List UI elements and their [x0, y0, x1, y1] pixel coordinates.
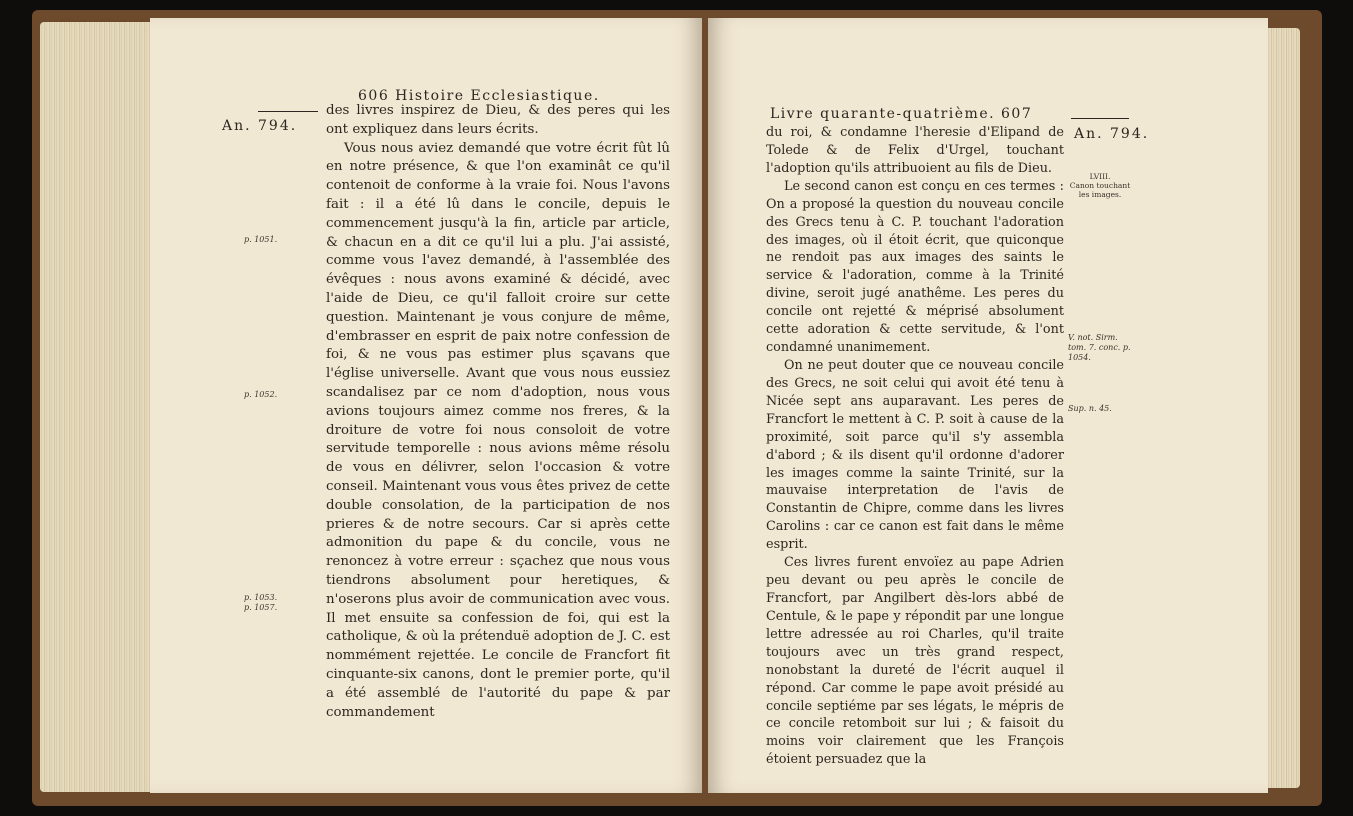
paragraph: Le second canon est conçu en ces termes : On a proposé la question du nouveau concile des Grecs tenu à C. P. touchant l'adoration des images, où il étoit écrit, que quiconque ne rendoit pas aux images des saints le service & l'adoration, comme à la Trinité divine, seroit jugé anathême. Les peres du concile ont rejetté & méprisé absolument cette adoration & cette servitude, & l'ont condamné unanimement.: [766, 178, 1064, 356]
left-body-text: [326, 102, 670, 722]
margin-ref: p. 1051.: [244, 235, 278, 244]
margin-ref: Sup. n. 45.: [1068, 404, 1112, 413]
margin-ref: p. 1052.: [244, 390, 278, 399]
paragraph: On ne peut douter que ce nouveau concile des Grecs, ne soit celui qui avoit été tenu à Nicée sept ans auparavant. Les peres de Francfort le mettent à C. P. soit à cause de la proximité, soit parce qu'il s'y assembla d'abord ; & ils disent qu'il ordonne d'adorer les images comme la sainte Trinité, sur la mauvaise interpretation de l'avis de Constantin de Chipre, comme dans les livres Carolins : car ce canon est fait dans le même esprit.: [766, 357, 1064, 553]
side-note-line: Canon touchant: [1069, 181, 1131, 190]
paragraph: Ces livres furent envoïez au pape Adrien peu devant ou peu après le concile de Francfort, par Angilbert dès-lors abbé de Centule, & le pape y répondit par une longue lettre adressée au roi Charles, qu'il traite toujours avec un très grand respect, nonobstant la dureté de l'écrit auquel il répond. Car comme le pape avoit présidé au concile septiéme par ses légats, le mépris de ce concile retomboit sur lui ; & faisoit du moins voir clairement que les François étoient persuadez que la: [766, 555, 1064, 768]
right-page: [708, 18, 1268, 793]
year-rule: [1071, 118, 1129, 119]
page-edges-left: [40, 22, 158, 792]
left-year-label: An. 794.: [222, 118, 298, 134]
canon-side-note: [1068, 172, 1132, 199]
year-rule: [258, 111, 318, 112]
side-note-line: LVIII.: [1089, 172, 1111, 181]
left-page: [150, 18, 702, 793]
margin-ref: V. not. Sirm. tom. 7. conc. p. 1054.: [1068, 333, 1131, 362]
paragraph: du roi, & condamne l'heresie d'Elipand de Tolede & de Felix d'Urgel, touchant l'adoption qu'ils attribuoient au fils de Dieu.: [766, 125, 1064, 176]
margin-ref: p. 1053.: [244, 593, 278, 602]
paragraph: Vous nous aviez demandé que votre écrit fût lû en notre présence, & que l'on examinât ce qu'il contenoit de conforme à la vraie foi. Nous l'avons fait : il a été lû dans le concile, depuis le commencement jusqu'à la fin, article par article, & chacun en a dit ce qu'il lui a plu. J'ai assisté, comme vous l'avez demandé, à l'assemblée des évêques : nous avons examiné & décidé, avec l'aide de Dieu, ce qu'il falloit croire sur cette question. Maintenant je vous conjure de même, d'embrasser en esprit de paix notre confession de foi, & ne vous pas estimer plus sçavans que l'église universelle. Avant que vous nous eussiez scandalisez par ce nom d'adoption, nous vous avions toujours aimez comme nos freres, & la droiture de votre foi nous consoloit de votre servitude temporelle : nous avions même résolu de vous en délivrer, selon l'occasion & votre conseil. Maintenant vous vous êtes privez de cette double consolation, de la participation de nos prieres & de notre secours. Car si après cette admonition du pape & du concile, vous ne renoncez à votre erreur : sçachez que nous vous tiendrons absolument pour heretiques, & n'oserons plus avoir de communication avec vous. Il met ensuite sa confession de foi, qui est la catholique, & où la prétenduë adoption de J. C. est nommément rejettée. Le concile de Francfort fit cinquante-six canons, dont le premier porte, qu'il a été assemblé de l'autorité du pape & par commandement: [326, 140, 670, 720]
margin-ref: p. 1057.: [244, 603, 278, 612]
right-year-label: An. 794.: [1074, 126, 1150, 142]
paragraph: des livres inspirez de Dieu, & des peres qui les ont expliquez dans leurs écrits.: [326, 103, 670, 137]
left-running-head: 606 Histoire Ecclesiastique.: [358, 88, 600, 104]
side-note-line: les images.: [1078, 190, 1122, 199]
right-body-text: [766, 124, 1064, 769]
right-running-head: Livre quarante-quatrième. 607: [770, 106, 1033, 122]
